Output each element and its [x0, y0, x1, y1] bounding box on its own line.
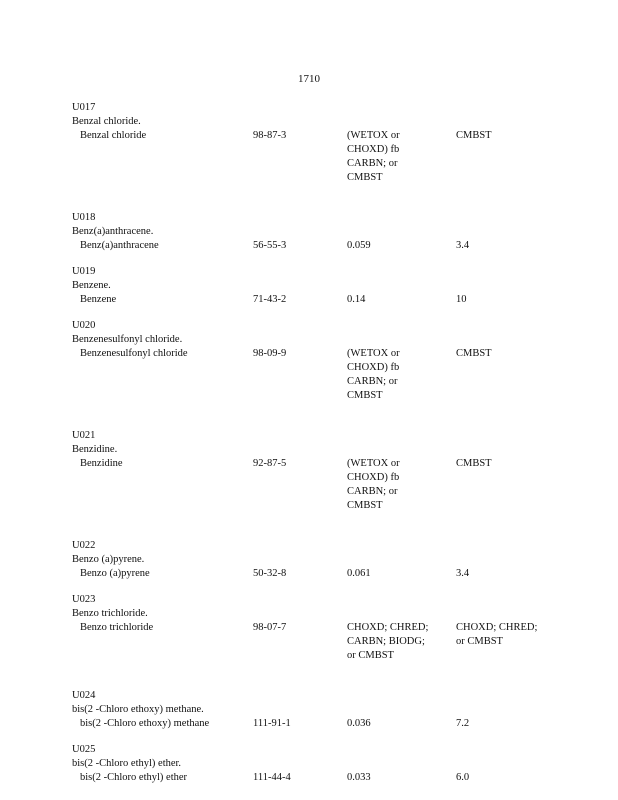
- nonwastewater-standard: [456, 457, 552, 471]
- nonwastewater-standard: [456, 771, 552, 785]
- standard-line: CMBST: [347, 172, 383, 183]
- cas-number: 98-07-7: [253, 622, 287, 633]
- standard-line: CARBN; or: [347, 486, 398, 497]
- standard-line: (WETOX or: [347, 130, 400, 141]
- standard-line: (WETOX or: [347, 458, 400, 469]
- wastewater-standard: [347, 457, 456, 513]
- waste-code: U018: [72, 212, 96, 223]
- waste-title: bis(2 -Chloro ethoxy) methane.: [72, 704, 204, 715]
- standard-line: CHOXD) fb: [347, 362, 400, 373]
- constituent-row: [72, 293, 552, 307]
- constituent-row: [72, 717, 552, 731]
- nonwastewater-standard: [456, 717, 552, 731]
- waste-code: U023: [72, 594, 96, 605]
- waste-entry: [72, 211, 552, 253]
- standard-line: 3.4: [456, 568, 470, 579]
- constituent-name: Benz(a)anthracene: [80, 240, 159, 251]
- standard-line: CHOXD; CHRED;: [347, 622, 429, 633]
- nonwastewater-standard: [456, 293, 552, 307]
- cas-number: 98-09-9: [253, 348, 287, 359]
- constituent-name: bis(2 -Chloro ethyl) ether: [80, 772, 188, 783]
- nonwastewater-standard: [456, 567, 552, 581]
- wastewater-standard: [347, 717, 456, 731]
- standard-line: 6.0: [456, 772, 470, 783]
- wastewater-standard: [347, 347, 456, 403]
- constituent-name: bis(2 -Chloro ethoxy) methane: [80, 718, 210, 729]
- waste-code: U025: [72, 744, 96, 755]
- entry-spacer: [72, 663, 552, 677]
- waste-code: U019: [72, 266, 96, 277]
- waste-entry: [72, 593, 552, 677]
- constituent-row: [72, 239, 552, 253]
- waste-code: U020: [72, 320, 96, 331]
- entry-spacer: [72, 185, 552, 199]
- waste-title: Benzal chloride.: [72, 116, 141, 127]
- constituent-name: Benzo (a)pyrene: [80, 568, 150, 579]
- constituent-row: [72, 771, 552, 785]
- standard-line: (WETOX or: [347, 348, 400, 359]
- wastewater-standard: [347, 239, 456, 253]
- waste-code: U017: [72, 102, 96, 113]
- waste-entry: [72, 319, 552, 417]
- waste-code: U022: [72, 540, 96, 551]
- standard-line: 0.033: [347, 772, 371, 783]
- waste-title: bis(2 -Chloro ethyl) ether.: [72, 758, 182, 769]
- standard-line: or CMBST: [456, 636, 503, 647]
- wastewater-standard: [347, 771, 456, 785]
- standard-line: 10: [456, 294, 467, 305]
- constituent-row: [72, 457, 552, 513]
- nonwastewater-standard: [456, 621, 552, 649]
- constituent-row: [72, 621, 552, 663]
- constituent-name: Benzenesulfonyl chloride: [80, 348, 188, 359]
- nonwastewater-standard: [456, 347, 552, 361]
- waste-entry: [72, 429, 552, 527]
- waste-title: Benzidine.: [72, 444, 118, 455]
- cas-number: 98-87-3: [253, 130, 287, 141]
- constituent-name: Benzal chloride: [80, 130, 147, 141]
- waste-entry: [72, 689, 552, 731]
- wastewater-standard: [347, 129, 456, 185]
- cas-number: 50-32-8: [253, 568, 287, 579]
- waste-title: Benzo (a)pyrene.: [72, 554, 145, 565]
- constituent-row: [72, 567, 552, 581]
- entry-spacer: [72, 513, 552, 527]
- standard-line: or CMBST: [347, 650, 394, 661]
- wastewater-standard: [347, 621, 456, 663]
- waste-entry: [72, 743, 552, 785]
- waste-code: U021: [72, 430, 96, 441]
- waste-entry: [72, 101, 552, 199]
- standard-line: CHOXD) fb: [347, 472, 400, 483]
- entry-spacer: [72, 403, 552, 417]
- standard-line: CHOXD; CHRED;: [456, 622, 538, 633]
- standard-line: CHOXD) fb: [347, 144, 400, 155]
- standard-line: CARBN; BIODG;: [347, 636, 425, 647]
- standard-line: CMBST: [347, 390, 383, 401]
- waste-title: Benzene.: [72, 280, 111, 291]
- standard-line: CMBST: [456, 348, 492, 359]
- waste-title: Benzenesulfonyl chloride.: [72, 334, 183, 345]
- waste-title: Benzo trichloride.: [72, 608, 148, 619]
- standard-line: CMBST: [456, 458, 492, 469]
- standard-line: CARBN; or: [347, 158, 398, 169]
- standard-line: 0.14: [347, 294, 366, 305]
- constituent-name: Benzene: [80, 294, 117, 305]
- standard-line: 3.4: [456, 240, 470, 251]
- constituent-row: [72, 347, 552, 403]
- page-number: 1710: [298, 73, 320, 85]
- standard-line: 0.059: [347, 240, 371, 251]
- standard-line: CARBN; or: [347, 376, 398, 387]
- waste-title: Benz(a)anthracene.: [72, 226, 154, 237]
- cas-number: 111-91-1: [253, 718, 291, 729]
- waste-entry: [72, 265, 552, 307]
- wastewater-standard: [347, 567, 456, 581]
- constituent-name: Benzo trichloride: [80, 622, 154, 633]
- constituent-row: [72, 129, 552, 185]
- waste-code: U024: [72, 690, 96, 701]
- standard-line: 0.036: [347, 718, 371, 729]
- cas-number: 71-43-2: [253, 294, 287, 305]
- cas-number: 92-87-5: [253, 458, 287, 469]
- nonwastewater-standard: [456, 129, 552, 143]
- cas-number: 111-44-4: [253, 772, 291, 783]
- standard-line: 0.061: [347, 568, 371, 579]
- waste-code-list: [72, 101, 552, 797]
- waste-entry: [72, 539, 552, 581]
- wastewater-standard: [347, 293, 456, 307]
- standard-line: 7.2: [456, 718, 470, 729]
- cas-number: 56-55-3: [253, 240, 287, 251]
- standard-line: CMBST: [347, 500, 383, 511]
- constituent-name: Benzidine: [80, 458, 123, 469]
- nonwastewater-standard: [456, 239, 552, 253]
- standard-line: CMBST: [456, 130, 492, 141]
